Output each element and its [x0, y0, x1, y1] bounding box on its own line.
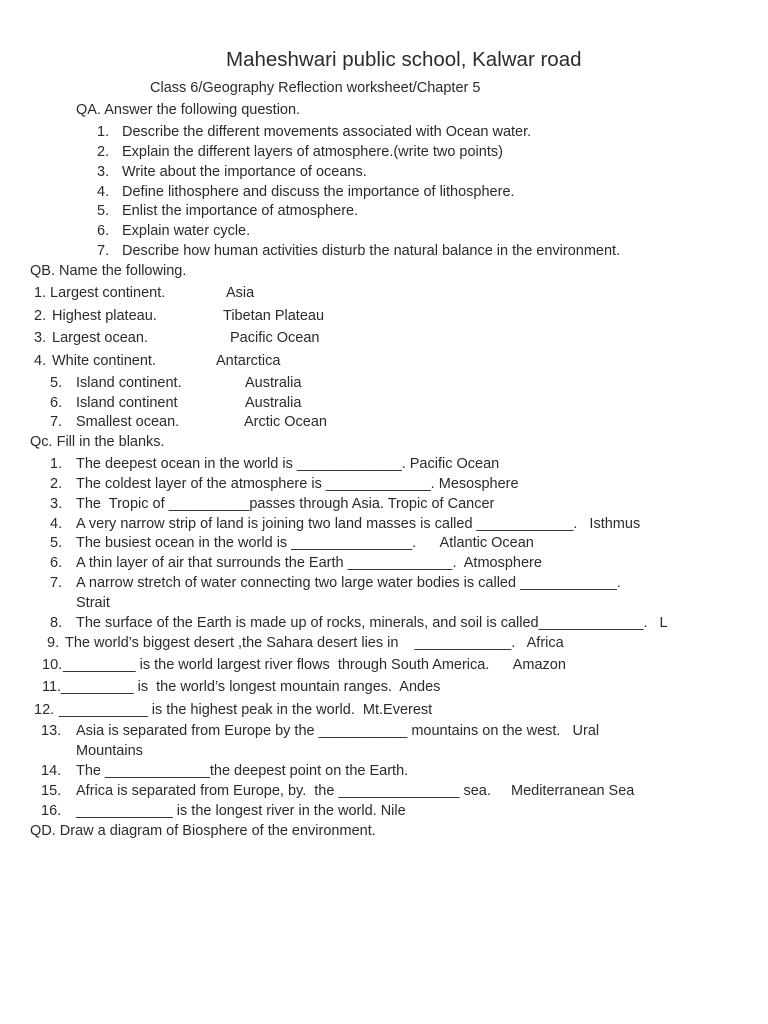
qb-item-text: Largest ocean. [52, 330, 148, 346]
qc-item-continuation: Strait [76, 595, 110, 611]
qc-item-text: A thin layer of air that surrounds the Earth _____________. Atmosphere [76, 555, 542, 571]
qb-item-answer: Asia [226, 285, 255, 301]
qc-item-number: 2. [50, 476, 63, 492]
qa-item-number: 7. [97, 243, 110, 259]
qb-item-text: Smallest ocean. [76, 414, 180, 430]
qa-item-number: 6. [97, 223, 110, 239]
qa-item-text: Enlist the importance of atmosphere. [122, 203, 359, 219]
qc-item-number: 8. [50, 615, 63, 631]
qa-item-text: Describe the different movements associated with Ocean water. [122, 124, 532, 140]
qb-item-text: Highest plateau. [52, 308, 157, 324]
qa-item-number: 5. [97, 203, 110, 219]
qc-item-text: The _____________the deepest point on the Earth. [76, 763, 409, 779]
qc-item-number: 6. [50, 555, 63, 571]
qb-item-answer: Antarctica [216, 353, 281, 369]
qb-item-answer: Tibetan Plateau [223, 308, 325, 324]
qc-item-number: 10. [42, 657, 63, 673]
qc-item-number: 5. [50, 535, 63, 551]
qa-item-number: 4. [97, 184, 110, 200]
qb-item-answer: Arctic Ocean [244, 414, 327, 430]
qa-item-number: 3. [97, 164, 110, 180]
school-title: Maheshwari public school, Kalwar road [226, 48, 582, 71]
qa-item-text: Explain water cycle. [122, 223, 251, 239]
qa-item-number: 2. [97, 144, 110, 160]
qc-item-text: A narrow stretch of water connecting two large water bodies is called ____________. [76, 575, 621, 591]
worksheet-subtitle: Class 6/Geography Reflection worksheet/Chapter 5 [150, 80, 481, 96]
section-b-heading: QB. Name the following. [30, 263, 187, 279]
qc-item-text: The coldest layer of the atmosphere is _____________. Mesosphere [76, 476, 519, 492]
qb-item-number: 2. [34, 308, 47, 324]
qb-item-answer: Australia [245, 395, 302, 411]
qc-item-number: 12. [34, 702, 55, 718]
qb-item-answer: Pacific Ocean [230, 330, 320, 346]
qa-item-text: Write about the importance of oceans. [122, 164, 367, 180]
qc-item-number: 7. [50, 575, 63, 591]
qc-item-number: 3. [50, 496, 63, 512]
qb-item-text: Largest continent. [50, 285, 166, 301]
qc-item-text: The busiest ocean in the world is _______________. Atlantic Ocean [76, 535, 534, 551]
qc-item-text: The Tropic of __________passes through Asia. Tropic of Cancer [76, 496, 495, 512]
qc-item-number: 14. [41, 763, 62, 779]
section-c-heading: Qc. Fill in the blanks. [30, 434, 165, 450]
qb-item-text: White continent. [52, 353, 156, 369]
section-d-heading: QD. Draw a diagram of Biosphere of the environment. [30, 823, 376, 839]
qc-item-text: ___________ is the highest peak in the world. Mt.Everest [59, 702, 433, 718]
qc-item-continuation: Mountains [76, 743, 143, 759]
qc-item-text: Asia is separated from Europe by the ___________ mountains on the west. Ural [76, 723, 600, 739]
section-a-heading: QA. Answer the following question. [76, 102, 301, 118]
qc-item-number: 9. [47, 635, 60, 651]
qc-item-text: _________ is the world’s longest mountain ranges. Andes [61, 679, 441, 695]
qa-item-text: Describe how human activities disturb the natural balance in the environment. [122, 243, 621, 259]
qb-item-answer: Australia [245, 375, 302, 391]
qc-item-number: 16. [41, 803, 62, 819]
qc-item-text: _________ is the world largest river flows through South America. Amazon [63, 657, 566, 673]
qb-item-text: Island continent [76, 395, 178, 411]
qa-item-text: Define lithosphere and discuss the importance of lithosphere. [122, 184, 515, 200]
qb-item-number: 3. [34, 330, 47, 346]
qc-item-text: A very narrow strip of land is joining two land masses is called ____________. Isthmus [76, 516, 641, 532]
qb-item-number: 7. [50, 414, 63, 430]
qc-item-text: ____________ is the longest river in the world. Nile [76, 803, 406, 819]
qc-item-number: 11. [42, 679, 62, 695]
qb-item-number: 4. [34, 353, 47, 369]
qc-item-text: The world’s biggest desert ,the Sahara desert lies in ____________. Africa [65, 635, 564, 651]
qa-item-text: Explain the different layers of atmosphere.(write two points) [122, 144, 503, 160]
qc-item-number: 13. [41, 723, 62, 739]
qc-item-number: 15. [41, 783, 62, 799]
qc-item-number: 1. [50, 456, 63, 472]
qa-item-number: 1. [97, 124, 110, 140]
qc-item-number: 4. [50, 516, 63, 532]
qc-item-text: The surface of the Earth is made up of rocks, minerals, and soil is called_____________. L [76, 615, 668, 631]
qc-item-text: The deepest ocean in the world is _____________. Pacific Ocean [76, 456, 500, 472]
qb-item-number: 1. [34, 285, 47, 301]
qb-item-number: 6. [50, 395, 63, 411]
qc-item-text: Africa is separated from Europe, by. the _______________ sea. Mediterranean Sea [76, 783, 635, 799]
qb-item-number: 5. [50, 375, 63, 391]
qb-item-text: Island continent. [76, 375, 182, 391]
